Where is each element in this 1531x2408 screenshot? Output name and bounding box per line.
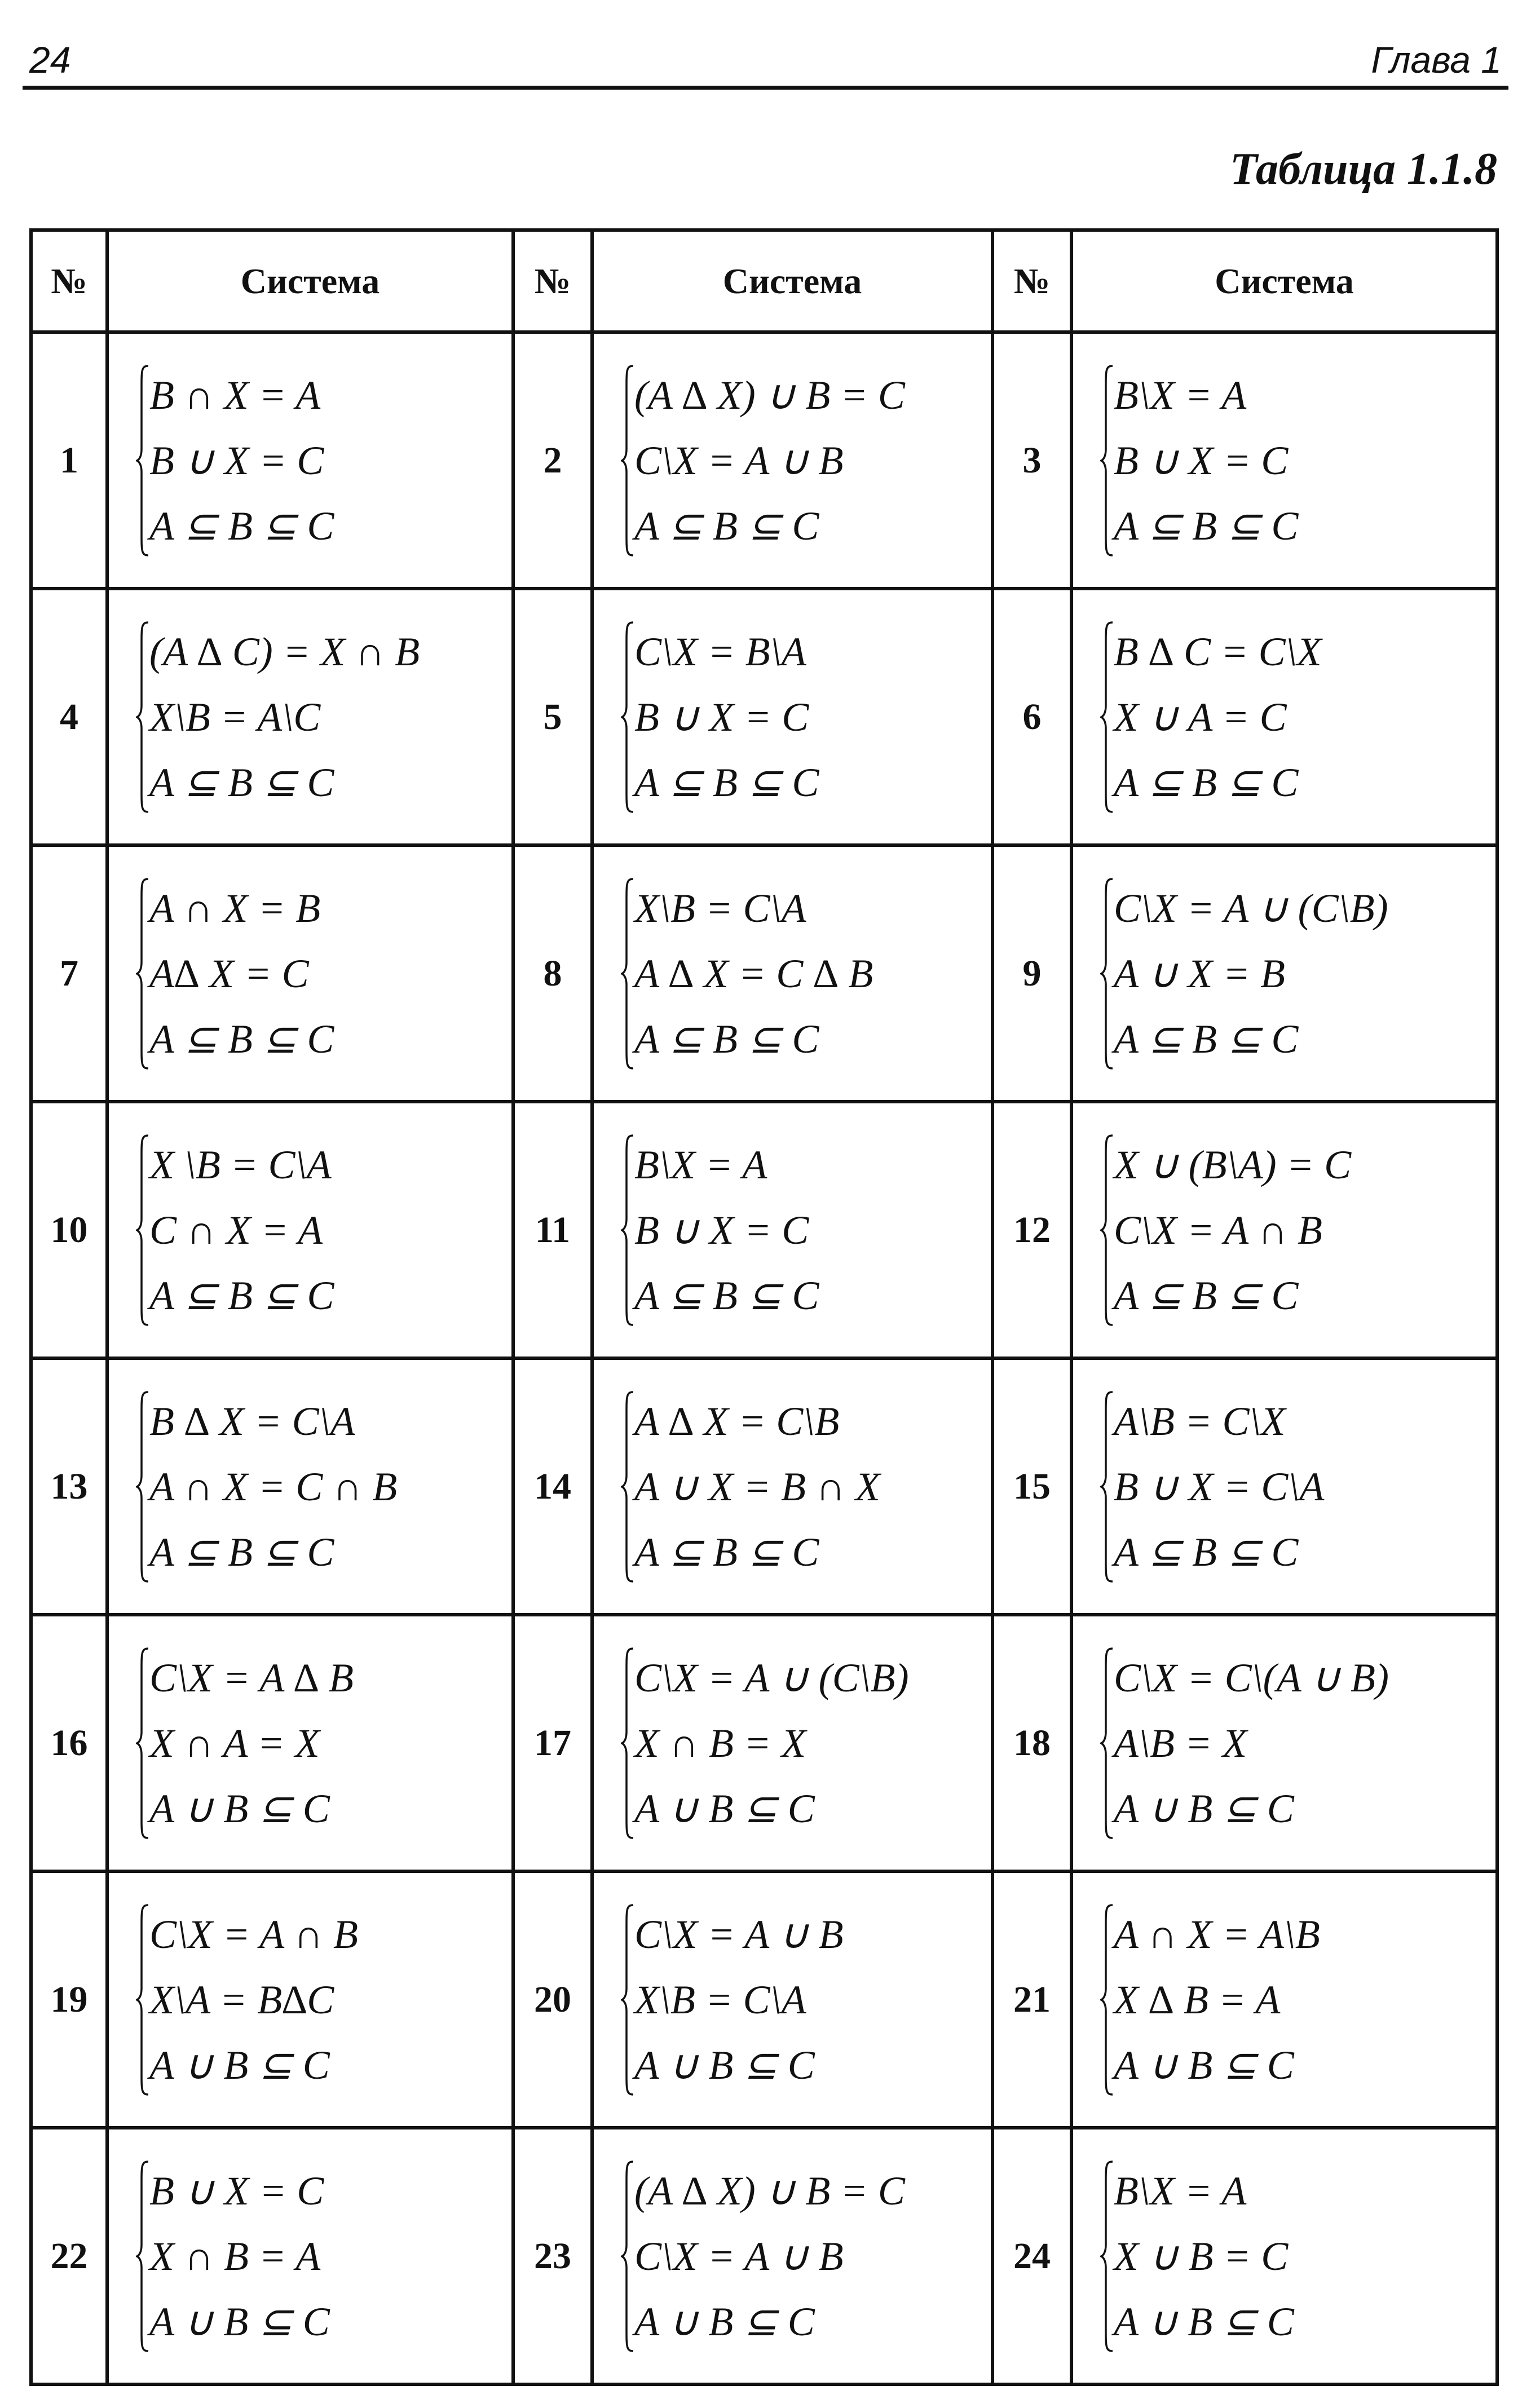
equation: A ⊆ B ⊆ C bbox=[634, 1529, 819, 1575]
equation: A∆ X = C bbox=[149, 951, 309, 996]
equation: A ∪ B ⊆ C bbox=[634, 2299, 815, 2344]
system-number: 9 bbox=[992, 845, 1071, 1102]
table-caption: Таблица 1.1.8 bbox=[1230, 144, 1497, 194]
table-row bbox=[31, 2128, 1497, 2384]
equation: B\X = A bbox=[1114, 372, 1247, 418]
equation: A ∪ X = B ∩ X bbox=[634, 1464, 880, 1509]
system-cell bbox=[107, 1358, 513, 1615]
left-brace-icon bbox=[621, 1134, 636, 1326]
equation: A ∩ X = C ∩ B bbox=[149, 1464, 398, 1509]
equation: A ⊆ B ⊆ C bbox=[634, 503, 819, 549]
equation: A ⊆ B ⊆ C bbox=[149, 759, 334, 805]
left-brace-icon bbox=[136, 1391, 151, 1583]
system-number: 1 bbox=[31, 332, 107, 589]
left-brace-icon bbox=[136, 1904, 151, 2096]
equation: C\X = B\A bbox=[634, 629, 806, 674]
table-header-row bbox=[31, 230, 1497, 332]
equation: C\X = C\(A ∪ B) bbox=[1114, 1655, 1389, 1700]
equation: (A ∆ X) ∪ B = C bbox=[634, 2168, 905, 2213]
equation: X\B = A\C bbox=[149, 694, 321, 740]
equation: X ∪ A = C bbox=[1114, 694, 1287, 740]
equation: X\B = C\A bbox=[634, 885, 806, 931]
equation: B ∪ X = C bbox=[149, 438, 324, 483]
left-brace-icon bbox=[136, 621, 151, 813]
equation-system bbox=[621, 1132, 991, 1328]
equation: X ∪ B = C bbox=[1114, 2233, 1289, 2279]
equation-system bbox=[1100, 1645, 1495, 1841]
equation-system bbox=[1100, 1132, 1495, 1328]
table-row bbox=[31, 332, 1497, 589]
table-row bbox=[31, 1102, 1497, 1358]
column-header-number: № bbox=[31, 230, 107, 332]
system-number: 11 bbox=[513, 1102, 592, 1358]
table-row bbox=[31, 1615, 1497, 1871]
systems-table bbox=[29, 228, 1499, 2386]
left-brace-icon bbox=[1100, 365, 1115, 556]
equation: A ⊆ B ⊆ C bbox=[149, 1273, 334, 1318]
left-brace-icon bbox=[136, 878, 151, 1070]
equation-system bbox=[1100, 619, 1495, 815]
system-cell bbox=[107, 589, 513, 845]
equation: A ∪ B ⊆ C bbox=[634, 2042, 815, 2088]
system-number: 4 bbox=[31, 589, 107, 845]
equation: A\B = C\X bbox=[1114, 1398, 1286, 1444]
equation-system bbox=[136, 1132, 511, 1328]
chapter-title: Глава 1 bbox=[1371, 39, 1502, 81]
equation: A ⊆ B ⊆ C bbox=[149, 503, 334, 549]
equation: C ∩ X = A bbox=[149, 1207, 323, 1253]
system-number: 17 bbox=[513, 1615, 592, 1871]
equation: A ⊆ B ⊆ C bbox=[634, 1016, 819, 1062]
left-brace-icon bbox=[136, 365, 151, 556]
system-number: 10 bbox=[31, 1102, 107, 1358]
system-cell bbox=[592, 1871, 992, 2128]
equation: B ∆ X = C\A bbox=[149, 1398, 355, 1444]
system-number: 15 bbox=[992, 1358, 1071, 1615]
equation: C\X = A ∩ B bbox=[1114, 1207, 1322, 1253]
system-number: 18 bbox=[992, 1615, 1071, 1871]
system-number: 16 bbox=[31, 1615, 107, 1871]
equation: B ∩ X = A bbox=[149, 372, 321, 418]
equation: C\X = A ∪ B bbox=[634, 1911, 844, 1957]
equation: A ∆ X = C\B bbox=[634, 1398, 840, 1444]
system-cell bbox=[107, 1615, 513, 1871]
left-brace-icon bbox=[621, 878, 636, 1070]
left-brace-icon bbox=[136, 2160, 151, 2352]
equation: B ∆ C = C\X bbox=[1114, 629, 1322, 674]
system-number: 14 bbox=[513, 1358, 592, 1615]
equation-system bbox=[1100, 363, 1495, 559]
equation-system bbox=[621, 1645, 991, 1841]
equation: B\X = A bbox=[634, 1142, 767, 1187]
equation: X\A = B∆C bbox=[149, 1977, 334, 2022]
equation: A ∪ B ⊆ C bbox=[1114, 2299, 1294, 2344]
system-number: 8 bbox=[513, 845, 592, 1102]
column-header-system: Система bbox=[107, 230, 513, 332]
column-header-number: № bbox=[992, 230, 1071, 332]
equation: X\B = C\A bbox=[634, 1977, 806, 2022]
system-number: 6 bbox=[992, 589, 1071, 845]
left-brace-icon bbox=[621, 2160, 636, 2352]
system-cell bbox=[592, 1358, 992, 1615]
equation: A ⊆ B ⊆ C bbox=[634, 759, 819, 805]
page-number: 24 bbox=[29, 39, 71, 81]
equation: A ∪ X = B bbox=[1114, 951, 1285, 996]
left-brace-icon bbox=[1100, 1647, 1115, 1839]
equation: B ∪ X = C bbox=[149, 2168, 324, 2213]
system-cell bbox=[592, 1102, 992, 1358]
equation: A ⊆ B ⊆ C bbox=[1114, 1529, 1299, 1575]
equation-system bbox=[136, 1902, 511, 2098]
equation-system bbox=[1100, 1902, 1495, 2098]
system-number: 22 bbox=[31, 2128, 107, 2384]
left-brace-icon bbox=[621, 1904, 636, 2096]
table-row bbox=[31, 1871, 1497, 2128]
column-header-system: Система bbox=[592, 230, 992, 332]
system-cell bbox=[107, 332, 513, 589]
left-brace-icon bbox=[1100, 878, 1115, 1070]
page-header bbox=[23, 23, 1508, 90]
equation: A ∪ B ⊆ C bbox=[149, 2042, 330, 2088]
system-number: 5 bbox=[513, 589, 592, 845]
left-brace-icon bbox=[621, 621, 636, 813]
equation-system bbox=[136, 1389, 511, 1585]
system-number: 7 bbox=[31, 845, 107, 1102]
equation-system bbox=[621, 2158, 991, 2354]
left-brace-icon bbox=[1100, 621, 1115, 813]
table-row bbox=[31, 1358, 1497, 1615]
equation-system bbox=[136, 2158, 511, 2354]
equation: X ∩ B = A bbox=[149, 2233, 321, 2279]
column-header-number: № bbox=[513, 230, 592, 332]
equation-system bbox=[136, 876, 511, 1072]
system-cell bbox=[1071, 2128, 1497, 2384]
equation-system bbox=[621, 363, 991, 559]
system-cell bbox=[592, 332, 992, 589]
equation-system bbox=[1100, 2158, 1495, 2354]
equation-system bbox=[621, 1902, 991, 2098]
system-number: 21 bbox=[992, 1871, 1071, 2128]
system-cell bbox=[1071, 845, 1497, 1102]
left-brace-icon bbox=[1100, 2160, 1115, 2352]
equation: X \B = C\A bbox=[149, 1142, 332, 1187]
system-cell bbox=[1071, 332, 1497, 589]
system-cell bbox=[107, 1871, 513, 2128]
left-brace-icon bbox=[621, 365, 636, 556]
left-brace-icon bbox=[1100, 1134, 1115, 1326]
equation: C\X = A ∪ B bbox=[634, 438, 844, 483]
equation-system bbox=[136, 619, 511, 815]
equation: C\X = A ∆ B bbox=[149, 1655, 354, 1700]
equation: X ∆ B = A bbox=[1114, 1977, 1281, 2022]
equation: B ∪ X = C bbox=[1114, 438, 1289, 483]
system-cell bbox=[107, 2128, 513, 2384]
equation: X ∩ A = X bbox=[149, 1720, 320, 1766]
left-brace-icon bbox=[621, 1391, 636, 1583]
equation-system bbox=[1100, 1389, 1495, 1585]
equation-system bbox=[1100, 876, 1495, 1072]
system-cell bbox=[1071, 589, 1497, 845]
column-header-system: Система bbox=[1071, 230, 1497, 332]
table-row bbox=[31, 845, 1497, 1102]
left-brace-icon bbox=[136, 1647, 151, 1839]
system-number: 23 bbox=[513, 2128, 592, 2384]
system-cell bbox=[592, 2128, 992, 2384]
equation: A ∩ X = A\B bbox=[1114, 1911, 1320, 1957]
system-cell bbox=[592, 589, 992, 845]
system-number: 13 bbox=[31, 1358, 107, 1615]
system-cell bbox=[107, 845, 513, 1102]
equation: B ∪ X = C bbox=[634, 1207, 809, 1253]
system-cell bbox=[1071, 1102, 1497, 1358]
system-cell bbox=[1071, 1871, 1497, 2128]
equation-system bbox=[621, 619, 991, 815]
left-brace-icon bbox=[1100, 1904, 1115, 2096]
left-brace-icon bbox=[621, 1647, 636, 1839]
equation: B ∪ X = C\A bbox=[1114, 1464, 1325, 1509]
equation: A ∪ B ⊆ C bbox=[1114, 1786, 1294, 1831]
system-number: 24 bbox=[992, 2128, 1071, 2384]
equation: A ⊆ B ⊆ C bbox=[1114, 759, 1299, 805]
system-cell bbox=[592, 845, 992, 1102]
system-number: 3 bbox=[992, 332, 1071, 589]
equation: (A ∆ X) ∪ B = C bbox=[634, 372, 905, 418]
left-brace-icon bbox=[1100, 1391, 1115, 1583]
equation: X ∪ (B\A) = C bbox=[1114, 1142, 1352, 1187]
equation: A ∩ X = B bbox=[149, 885, 321, 931]
equation: A ⊆ B ⊆ C bbox=[634, 1273, 819, 1318]
equation: A ∪ B ⊆ C bbox=[1114, 2042, 1294, 2088]
equation: A ⊆ B ⊆ C bbox=[1114, 1016, 1299, 1062]
equation: A ⊆ B ⊆ C bbox=[1114, 503, 1299, 549]
equation: A ⊆ B ⊆ C bbox=[149, 1016, 334, 1062]
equation: C\X = A ∩ B bbox=[149, 1911, 358, 1957]
equation: B ∪ X = C bbox=[634, 694, 809, 740]
equation: A\B = X bbox=[1114, 1720, 1247, 1766]
equation: A ∆ X = C ∆ B bbox=[634, 951, 873, 996]
equation-system bbox=[136, 363, 511, 559]
table-row bbox=[31, 589, 1497, 845]
equation: A ⊆ B ⊆ C bbox=[1114, 1273, 1299, 1318]
system-cell bbox=[1071, 1358, 1497, 1615]
left-brace-icon bbox=[136, 1134, 151, 1326]
equation: A ⊆ B ⊆ C bbox=[149, 1529, 334, 1575]
equation-system bbox=[621, 1389, 991, 1585]
equation: C\X = A ∪ (C\B) bbox=[634, 1655, 909, 1700]
equation-system bbox=[621, 876, 991, 1072]
equation: A ∪ B ⊆ C bbox=[149, 2299, 330, 2344]
table-body bbox=[31, 332, 1497, 2384]
equation: X ∩ B = X bbox=[634, 1720, 806, 1766]
system-number: 19 bbox=[31, 1871, 107, 2128]
equation: B\X = A bbox=[1114, 2168, 1247, 2213]
system-cell bbox=[107, 1102, 513, 1358]
equation: C\X = A ∪ (C\B) bbox=[1114, 885, 1388, 931]
system-number: 2 bbox=[513, 332, 592, 589]
system-number: 12 bbox=[992, 1102, 1071, 1358]
system-cell bbox=[592, 1615, 992, 1871]
system-number: 20 bbox=[513, 1871, 592, 2128]
equation: A ∪ B ⊆ C bbox=[149, 1786, 330, 1831]
equation: A ∪ B ⊆ C bbox=[634, 1786, 815, 1831]
equation: (A ∆ C) = X ∩ B bbox=[149, 629, 420, 674]
equation: C\X = A ∪ B bbox=[634, 2233, 844, 2279]
equation-system bbox=[136, 1645, 511, 1841]
system-cell bbox=[1071, 1615, 1497, 1871]
